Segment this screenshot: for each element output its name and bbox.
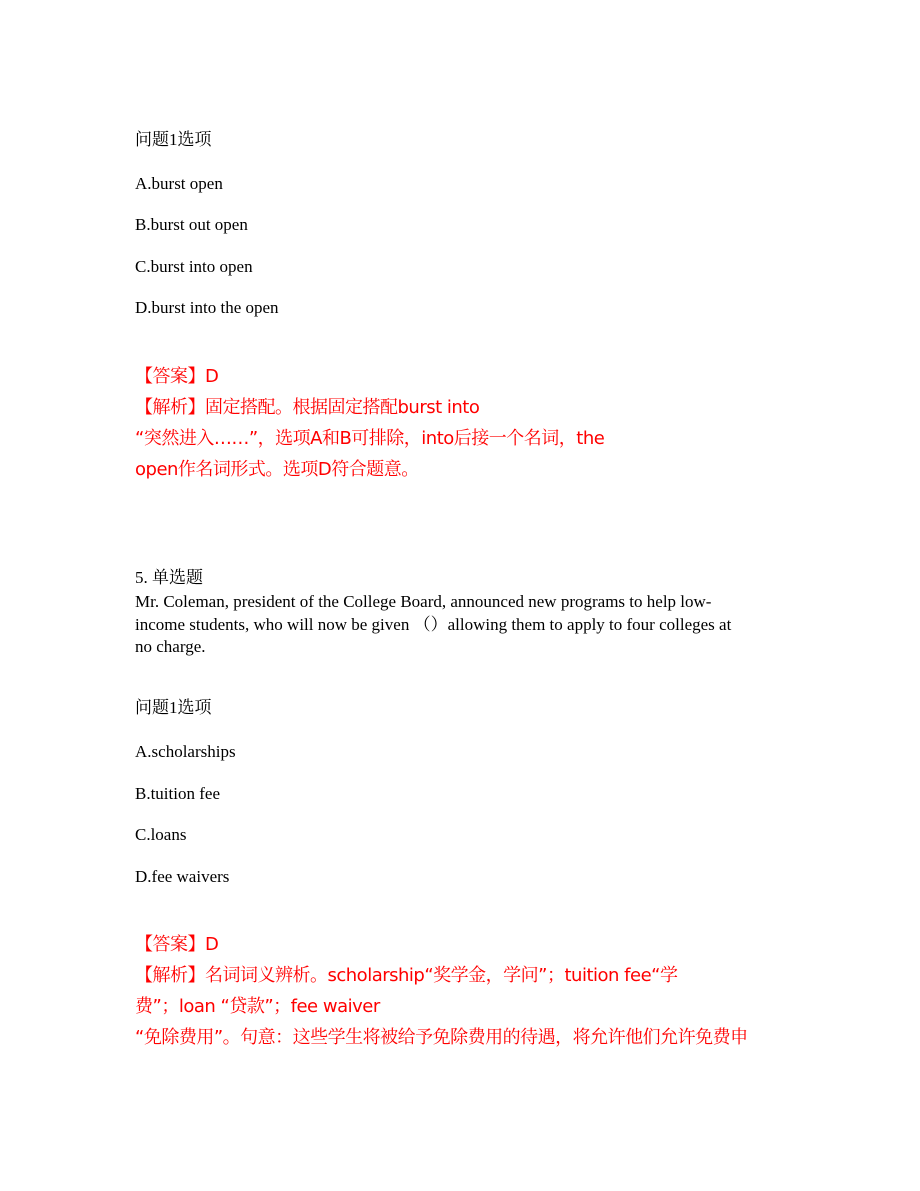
- question-header: 5. 单选题: [135, 568, 203, 587]
- stem-line: Mr. Coleman, president of the College Board, announced new programs to help low-: [135, 592, 712, 611]
- analysis-line: “免除费用”。句意：这些学生将被给予免除费用的待遇，将允许他们允许免费申: [135, 1027, 748, 1048]
- analysis-line: 【解析】名词词义辨析。scholarship“奖学金，学问”；tuition fee“学: [135, 965, 678, 986]
- answer: 【答案】D: [135, 934, 219, 955]
- answer: 【答案】D: [135, 366, 219, 387]
- option-a: A.scholarships: [135, 742, 236, 761]
- stem-line: no charge.: [135, 637, 206, 656]
- option-b: B.tuition fee: [135, 784, 220, 803]
- analysis-line: open作名词形式。选项D符合题意。: [135, 459, 419, 480]
- option-a: A.burst open: [135, 174, 223, 193]
- analysis-line: 费”；loan “贷款”；fee waiver: [135, 996, 380, 1017]
- option-d: D.burst into the open: [135, 298, 279, 317]
- options-heading: 问题1选项: [135, 130, 212, 149]
- analysis-line: 【解析】固定搭配。根据固定搭配burst into: [135, 397, 480, 418]
- options-heading: 问题1选项: [135, 698, 212, 717]
- question-stem: [135, 591, 795, 659]
- analysis-line: “突然进入……”，选项A和B可排除，into后接一个名词，the: [135, 428, 605, 449]
- stem-line: income students, who will now be given （）allowing them to apply to four colleges at: [135, 614, 732, 634]
- option-d: D.fee waivers: [135, 867, 230, 886]
- option-b: B.burst out open: [135, 215, 248, 234]
- option-c: C.loans: [135, 825, 187, 844]
- option-c: C.burst into open: [135, 257, 253, 276]
